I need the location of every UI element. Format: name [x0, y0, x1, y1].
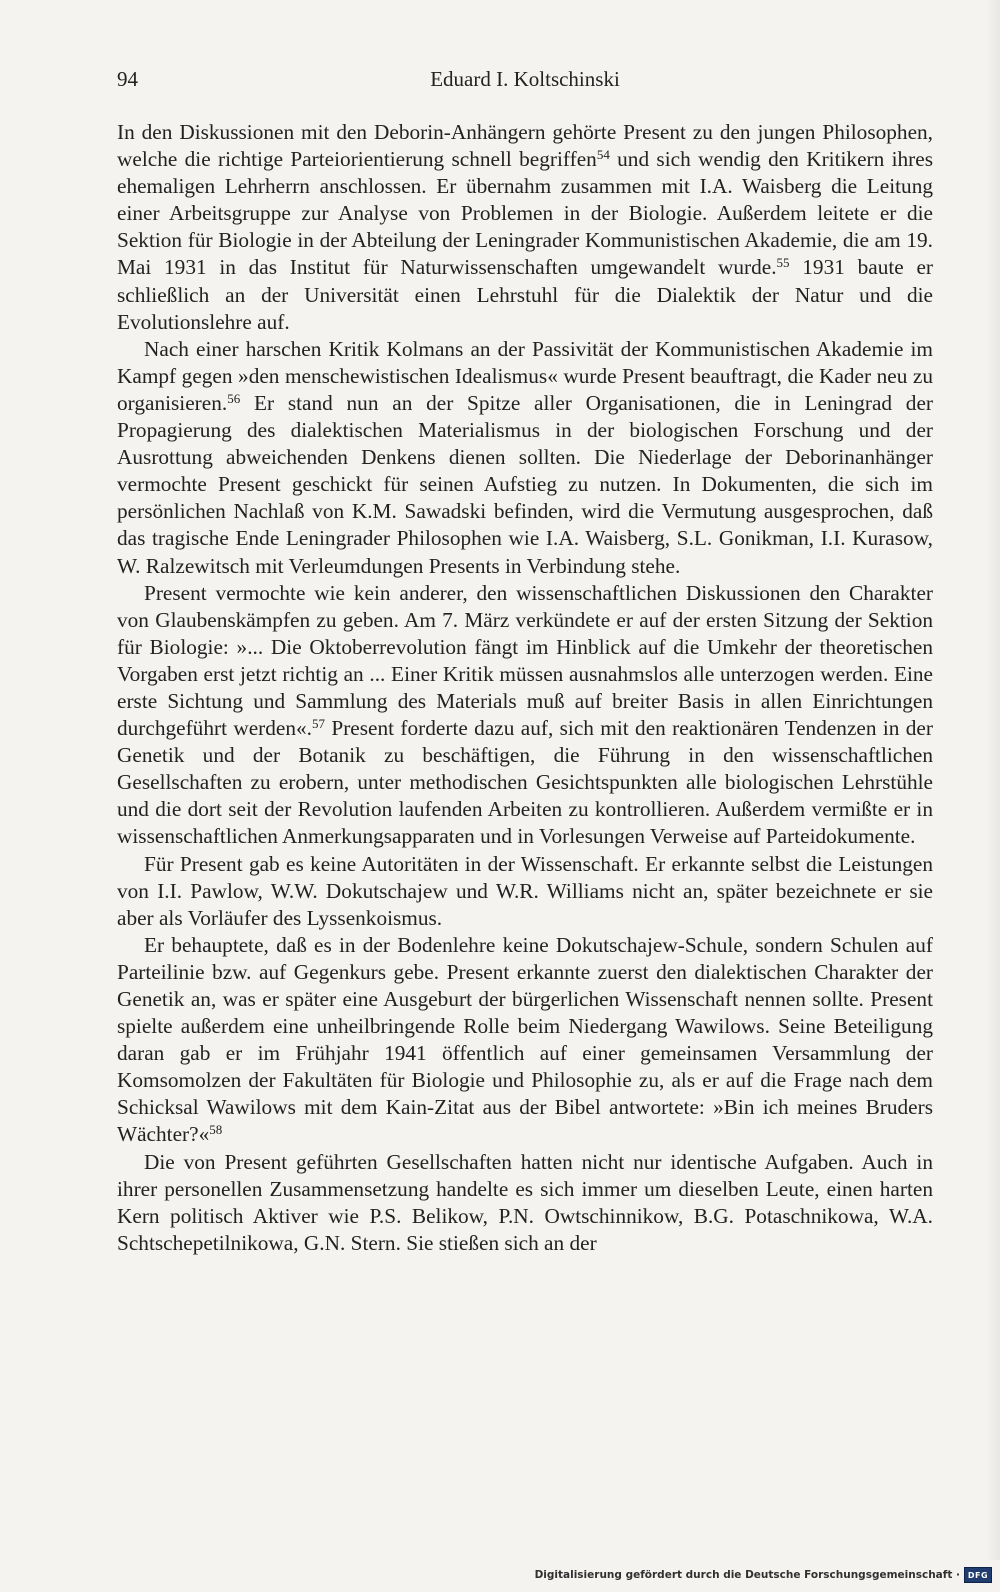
digitization-footer [535, 1566, 992, 1584]
paragraph [117, 932, 933, 1149]
scan-edge-shadow [986, 0, 1000, 1560]
running-head-author: Eduard I. Koltschinski [430, 67, 620, 91]
text-run: Er behauptete, daß es in der Bodenlehre keine Dokutschajew-Schule, sondern Schulen auf Parteilinie bzw. auf Gegenkurs gebe. Present erkannte zuerst den dialektischen Charakter der Genetik an, was er später eine Ausgeburt der bürgerlichen Wissenschaft nennen sollte. Present spielte außerdem eine unheilbringende Rolle beim Niedergang Wawilows. Seine Beteiligung daran gab er im Frühjahr 1941 öffentlich auf einer gemeinsamen Versammlung der Komsomolzen der Fakultäten für Biologie und Philosophie zu, als er auf die Frage nach dem Schicksal Wawilows mit dem Kain-Zitat aus der Bibel antwortete: »Bin ich meines Bruders Wächter?« [117, 932, 933, 1147]
paragraph [117, 580, 933, 851]
text-run: und sich wendig den Kritikern ihres ehemaligen Lehrherrn anschlossen. Er übernahm zusammen mit I.A. Waisberg die Leitung einer Arbeitsgruppe zur Analyse von Problemen in der Biologie. Außerdem leitete er die Sektion für Biologie in der Abteilung der Leningrader Kommunistischen Akademie, die am 19. Mai 1931 in das Institut für Naturwissenschaften umgewandelt wurde. [117, 147, 934, 280]
running-head [117, 64, 933, 94]
text-run: Present forderte dazu auf, sich mit den reaktionären Tendenzen in der Genetik und der Botanik zu beschäftigen, die Führung in den wissenschaftlichen Gesellschaften zu erobern, unter methodischen Gesichtspunkten alle biologischen Lehrstühle und die dort seit der Revolution laufenden Arbeiten zu kontrollieren. Außerdem vermißte er in wissenschaftlichen Anmerkungsapparaten und in Vorlesungen Verweise auf Parteidokumente. [117, 716, 933, 849]
text-run: Nach einer harschen Kritik Kolmans an der Passivität der Kommunistischen Akademie im Kampf gegen »den menschewistischen Idealismus« wurde Present beauftragt, die Kader neu zu organisieren. [117, 336, 933, 415]
page-number: 94 [117, 67, 138, 91]
text-run: Für Present gab es keine Autoritäten in der Wissenschaft. Er erkannte selbst die Leistungen von I.I. Pawlow, W.W. Dokutschajew und W.R. Williams nicht an, später bezeichnete er sie aber als Vorläufer des Lyssenkoismus. [117, 851, 933, 930]
text-run: Die von Present geführten Gesellschaften hatten nicht nur identische Aufgaben. Auch in ihrer personellen Zusammensetzung handelte es sich immer um dieselben Leute, einen harten Kern politisch Aktiver wie P.S. Belikow, P.N. Owtschinnikow, B.G. Potaschnikowa, W.A. Schtschepetilnikowa, G.N. Stern. Sie stießen sich an der [117, 1149, 933, 1255]
text-run: In den Diskussionen mit den Deborin-Anhängern gehörte Present zu den jungen Philosophen, welche die richtige Parteiorientierung schnell begriffen [117, 120, 933, 172]
funding-note: Digitalisierung gefördert durch die Deutsche Forschungsgemeinschaft · [534, 1569, 960, 1581]
footnote-marker: 54 [596, 147, 610, 163]
footnote-marker: 58 [209, 1122, 223, 1138]
body-text [117, 119, 933, 1257]
footnote-marker: 56 [227, 390, 241, 406]
footnote-marker: 57 [312, 716, 325, 732]
text-run: 1931 baute er schließlich an der Universität einen Lehrstuhl für die Dialektik der Natur und die Evolutionslehre auf. [117, 255, 933, 334]
paragraph [117, 119, 933, 336]
paragraph [117, 851, 933, 932]
text-run: Er stand nun an der Spitze aller Organisationen, die in Leningrad der Propagierung des dialektischen Materialismus in der biologischen Forschung und der Ausrottung abweichenden Denkens dienen sollten. Die Niederlage der Deborinanhänger vermochte Present geschickt für seinen Aufstieg zu nutzen. In Dokumenten, die sich im persönlichen Nachlaß von K.M. Sawadski befinden, wird die Vermutung ausgesprochen, daß das tragische Ende Leningrader Philosophen wie I.A. Waisberg, S.L. Gonikman, I.I. Kurasow, W. Ralzewitsch mit Verleumdungen Presents in Verbindung stehe. [117, 390, 933, 578]
text-run: Present vermochte wie kein anderer, den wissenschaftlichen Diskussionen den Charakter von Glaubenskämpfen zu geben. Am 7. März verkündete er auf der ersten Sitzung der Sektion für Biologie: »... Die Oktoberrevolution fängt im Hinblick auf die Umkehr der theoretischen Vorgaben erst jetzt richtig an ... Einer Kritik müssen ausnahmslos alle unterzogen werden. Eine erste Sichtung und Sammlung des Materials muß auf breiter Basis in allen Einrichtungen durchgeführt werden«. [117, 580, 933, 741]
footnote-marker: 55 [776, 255, 790, 271]
paragraph [117, 1149, 933, 1257]
paragraph [117, 336, 933, 580]
dfg-logo-icon: DFG [964, 1567, 992, 1583]
